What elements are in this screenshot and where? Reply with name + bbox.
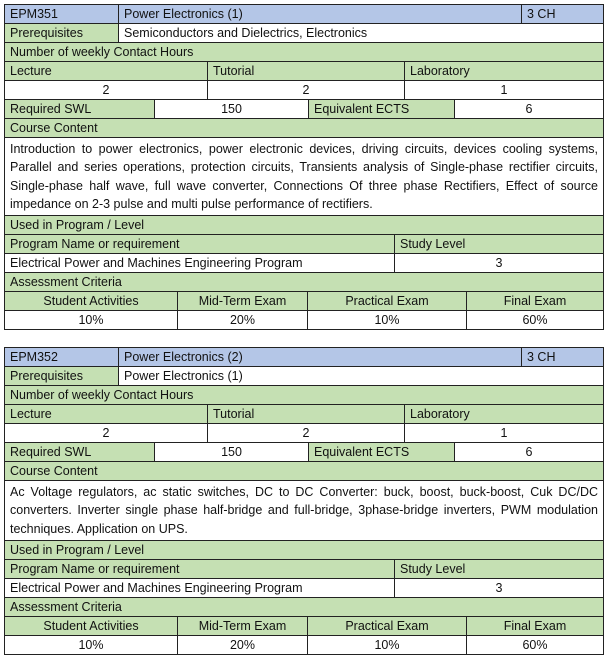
used-in-heading-row: [5, 215, 603, 234]
assessment-value: 60%: [466, 311, 603, 329]
level-label: Study Level: [394, 235, 603, 253]
course-title: Power Electronics (2): [118, 348, 521, 366]
course-header-row: [5, 348, 603, 366]
content-label: Course Content: [5, 119, 603, 137]
level-label: Study Level: [394, 560, 603, 578]
prerequisites-row: [5, 23, 603, 42]
content-label: Course Content: [5, 462, 603, 480]
contact-hours-heading-row: [5, 385, 603, 404]
course-header-row: [5, 5, 603, 23]
used-in-heading-row: [5, 540, 603, 559]
tutorial-hours: 2: [207, 424, 404, 442]
prerequisites-row: [5, 366, 603, 385]
swl-value: 150: [154, 100, 308, 118]
assessment-header: Mid-Term Exam: [177, 292, 307, 310]
contact-hours-labels-row: [5, 404, 603, 423]
lecture-hours: 2: [5, 81, 207, 99]
assessment-headers-row: [5, 616, 603, 635]
laboratory-hours: 1: [404, 424, 603, 442]
contact-hours-label: Number of weekly Contact Hours: [5, 43, 603, 61]
assessment-header: Student Activities: [5, 292, 177, 310]
lecture-label: Lecture: [5, 405, 207, 423]
program-values-row: [5, 253, 603, 272]
assessment-header: Student Activities: [5, 617, 177, 635]
tutorial-label: Tutorial: [207, 62, 404, 80]
assessment-values-row: [5, 310, 603, 329]
swl-label: Required SWL: [5, 443, 154, 461]
program-name: Electrical Power and Machines Engineering Program: [5, 254, 394, 272]
assessment-value: 10%: [307, 636, 466, 654]
course-code: EPM351: [5, 5, 118, 23]
course-table-epm352: [4, 347, 604, 655]
laboratory-hours: 1: [404, 81, 603, 99]
assessment-label: Assessment Criteria: [5, 273, 603, 291]
prerequisites-value: Semiconductors and Dielectrics, Electronics: [118, 24, 603, 42]
ects-label: Equivalent ECTS: [308, 100, 454, 118]
course-content: Introduction to power electronics, power electronic devices, driving circuits, devices cooling systems, Parallel and series operations, protection circuits, Transients analysis of Single-phase rectifier circuits, Single-phase half wave, full wave converter, Connections Of three phase Rectifiers, Effect of source impedance on 2-3 pulse and multi pulse performance of rectifiers.: [5, 138, 603, 215]
assessment-heading-row: [5, 272, 603, 291]
assessment-header: Mid-Term Exam: [177, 617, 307, 635]
course-title: Power Electronics (1): [118, 5, 521, 23]
swl-label: Required SWL: [5, 100, 154, 118]
ects-label: Equivalent ECTS: [308, 443, 454, 461]
content-heading-row: [5, 118, 603, 137]
assessment-headers-row: [5, 291, 603, 310]
prerequisites-label: Prerequisites: [5, 24, 118, 42]
program-label: Program Name or requirement: [5, 235, 394, 253]
assessment-values-row: [5, 635, 603, 654]
assessment-value: 10%: [5, 636, 177, 654]
laboratory-label: Laboratory: [404, 62, 603, 80]
course-content: Ac Voltage regulators, ac static switches, DC to DC Converter: buck, boost, buck-boost, Cuk DC/DC converters. Inverter single phase half-bridge and full-bridge, 3phase-bridge inverters, PWM modulation techniques. Application on UPS.: [5, 481, 603, 540]
contact-hours-heading-row: [5, 42, 603, 61]
assessment-value: 10%: [5, 311, 177, 329]
contact-hours-values-row: [5, 80, 603, 99]
laboratory-label: Laboratory: [404, 405, 603, 423]
content-heading-row: [5, 461, 603, 480]
program-labels-row: [5, 234, 603, 253]
contact-hours-labels-row: [5, 61, 603, 80]
program-name: Electrical Power and Machines Engineering Program: [5, 579, 394, 597]
tutorial-label: Tutorial: [207, 405, 404, 423]
program-values-row: [5, 578, 603, 597]
used-in-label: Used in Program / Level: [5, 541, 603, 559]
assessment-header: Final Exam: [466, 617, 603, 635]
assessment-label: Assessment Criteria: [5, 598, 603, 616]
assessment-heading-row: [5, 597, 603, 616]
ects-value: 6: [454, 100, 603, 118]
content-row: [5, 137, 603, 215]
assessment-value: 20%: [177, 636, 307, 654]
contact-hours-label: Number of weekly Contact Hours: [5, 386, 603, 404]
prerequisites-label: Prerequisites: [5, 367, 118, 385]
workload-row: [5, 442, 603, 461]
assessment-header: Practical Exam: [307, 617, 466, 635]
study-level: 3: [394, 254, 603, 272]
ects-value: 6: [454, 443, 603, 461]
study-level: 3: [394, 579, 603, 597]
assessment-value: 10%: [307, 311, 466, 329]
assessment-value: 20%: [177, 311, 307, 329]
assessment-header: Practical Exam: [307, 292, 466, 310]
tutorial-hours: 2: [207, 81, 404, 99]
program-labels-row: [5, 559, 603, 578]
course-code: EPM352: [5, 348, 118, 366]
credit-hours: 3 CH: [521, 5, 603, 23]
workload-row: [5, 99, 603, 118]
content-row: [5, 480, 603, 540]
contact-hours-values-row: [5, 423, 603, 442]
credit-hours: 3 CH: [521, 348, 603, 366]
prerequisites-value: Power Electronics (1): [118, 367, 603, 385]
lecture-hours: 2: [5, 424, 207, 442]
program-label: Program Name or requirement: [5, 560, 394, 578]
used-in-label: Used in Program / Level: [5, 216, 603, 234]
course-table-epm351: [4, 4, 604, 330]
swl-value: 150: [154, 443, 308, 461]
assessment-header: Final Exam: [466, 292, 603, 310]
lecture-label: Lecture: [5, 62, 207, 80]
assessment-value: 60%: [466, 636, 603, 654]
